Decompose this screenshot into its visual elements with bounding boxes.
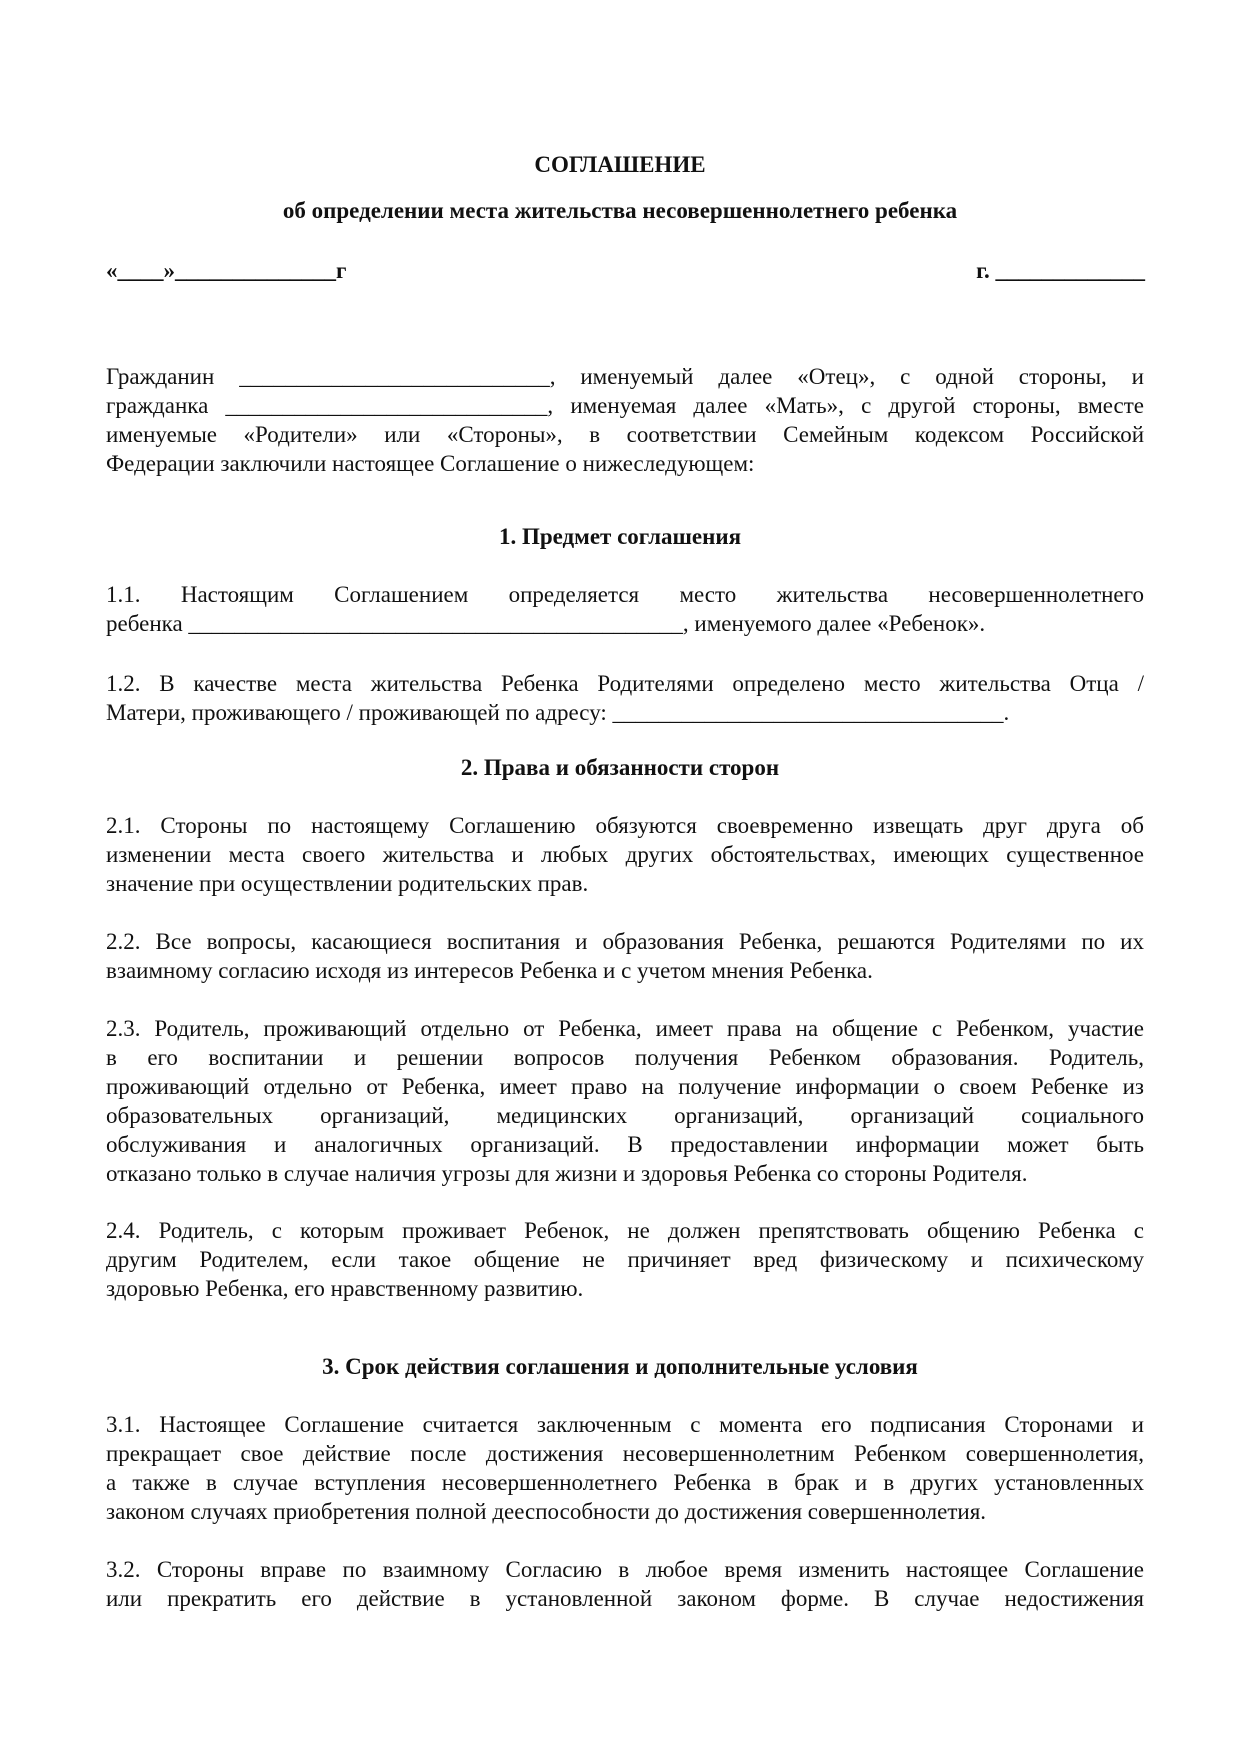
document-title: СОГЛАШЕНИЕ: [534, 152, 706, 177]
text-line: 1.1. Настоящим Соглашением определяется место жительства несовершеннолетнего: [106, 582, 1144, 607]
date-field: «____»______________г: [106, 258, 347, 283]
document-subtitle: об определении места жительства несовершеннолетнего ребенка: [282, 198, 958, 223]
text-line: изменении места своего жительства и любых других обстоятельствах, имеющих существенное: [106, 842, 1144, 867]
text-line: именуемые «Родители» или «Стороны», в соответствии Семейным кодексом Российской: [106, 422, 1144, 447]
text-line: прекращает свое действие после достижения несовершеннолетним Ребенком совершеннолетия,: [106, 1441, 1144, 1466]
section-3-heading: 3. Срок действия соглашения и дополнительные условия: [322, 1354, 918, 1379]
text-line: здоровью Ребенка, его нравственному развитию.: [106, 1276, 584, 1301]
text-line: образовательных организаций, медицинских организаций, организаций социального: [106, 1103, 1144, 1128]
clause-2-3: [106, 1014, 1144, 1188]
clause-3-1: [106, 1410, 1144, 1526]
text-line: другим Родителем, если такое общение не причиняет вред физическому и психическому: [106, 1247, 1144, 1272]
section-2-heading: 2. Права и обязанности сторон: [460, 755, 780, 780]
text-line: 2.1. Стороны по настоящему Соглашению обязуются своевременно извещать друг друга об: [106, 813, 1144, 838]
preamble-paragraph: [106, 362, 1144, 478]
text-line: Гражданин ___________________________, именуемый далее «Отец», с одной стороны, и: [106, 364, 1144, 389]
clause-2-1: [106, 811, 1144, 898]
text-line: взаимному согласию исходя из интересов Ребенка и с учетом мнения Ребенка.: [106, 958, 873, 983]
text-line: 3.1. Настоящее Соглашение считается заключенным с момента его подписания Сторонами и: [106, 1412, 1144, 1437]
text-line: Федерации заключили настоящее Соглашение о нижеследующем:: [106, 451, 755, 476]
text-line: 2.3. Родитель, проживающий отдельно от Ребенка, имеет права на общение с Ребенком, участие: [106, 1016, 1144, 1041]
section-1-heading: 1. Предмет соглашения: [498, 524, 742, 549]
text-line: обслуживания и аналогичных организаций. В предоставлении информации может быть: [106, 1132, 1144, 1157]
text-line: 2.4. Родитель, с которым проживает Ребенок, не должен препятствовать общению Ребенка с: [106, 1218, 1144, 1243]
text-line: ребенка ___________________________________________, именуемого далее «Ребенок».: [106, 611, 986, 636]
clause-2-2: [106, 927, 1144, 985]
text-line: отказано только в случае наличия угрозы для жизни и здоровья Ребенка со стороны Родителя.: [106, 1161, 1028, 1186]
text-line: а также в случае вступления несовершеннолетнего Ребенка в брак и в других установленных: [106, 1470, 1144, 1495]
clause-2-4: [106, 1216, 1144, 1303]
clause-1-2: [106, 669, 1144, 727]
text-line: законом случаях приобретения полной дееспособности до достижения совершеннолетия.: [106, 1499, 987, 1524]
text-line: гражданка ____________________________, именуемая далее «Мать», с другой стороны, вместе: [106, 393, 1144, 418]
text-line: Матери, проживающего / проживающей по адресу: __________________________________.: [106, 700, 1010, 725]
text-line: значение при осуществлении родительских прав.: [106, 871, 589, 896]
text-line: 3.2. Стороны вправе по взаимному Согласию в любое время изменить настоящее Соглашение: [106, 1557, 1144, 1582]
clause-1-1: [106, 580, 1144, 638]
text-line: или прекратить его действие в установленной законом форме. В случае недостижения: [106, 1586, 1144, 1611]
clause-3-2: [106, 1555, 1144, 1613]
text-line: 2.2. Все вопросы, касающиеся воспитания и образования Ребенка, решаются Родителями по их: [106, 929, 1144, 954]
text-line: в его воспитании и решении вопросов получения Ребенком образования. Родитель,: [106, 1045, 1144, 1070]
city-field: г. _____________: [976, 258, 1145, 283]
text-line: 1.2. В качестве места жительства Ребенка Родителями определено место жительства Отца /: [106, 671, 1144, 696]
text-line: проживающий отдельно от Ребенка, имеет право на получение информации о своем Ребенке из: [106, 1074, 1144, 1099]
